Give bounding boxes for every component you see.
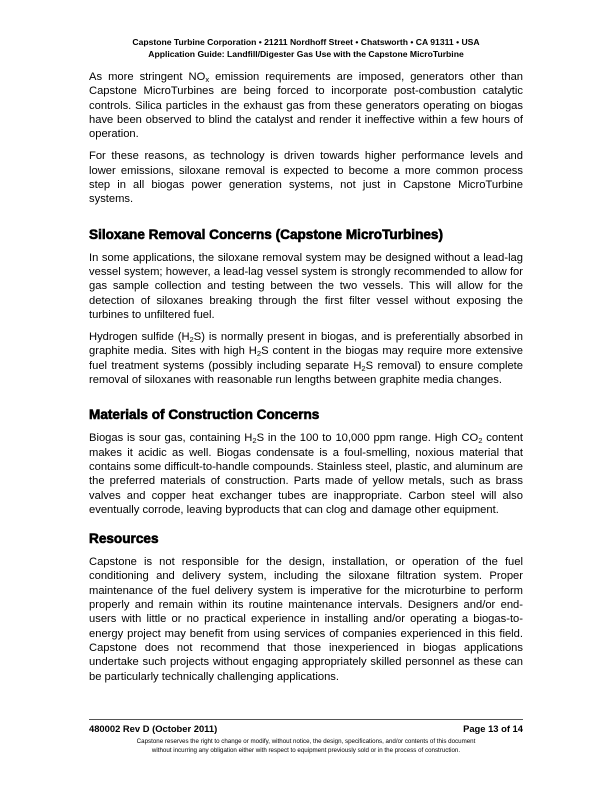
siloxane-paragraph-2: Hydrogen sulfide $(H_2S)$ is normally present in biogas, and is preferentially absorbed in graphite media. Sites with high $H_2S$ content in the biogas may require more extensive fuel treatment systems (possibly including separate $H_2S$ removal) to ensure complete removal of siloxanes with reasonable run lengths between graphite media changes. [89,331,524,387]
siloxane-paragraph-1: In some applications, the siloxane removal system may be designed without a lead-lag vessel system; however, a lead-lag vessel system is strongly recommended to allow for gas sample collection and testing between the two vessels. This will allow for the detection of siloxanes breaking through the first filter vessel without exposing the turbines to unfiltered fuel. [89,251,523,321]
footer-disclaimer [89,738,523,755]
page-body [89,70,523,692]
section-heading-siloxane: Siloxane Removal Concerns (Capstone MicroTurbines) [89,226,444,242]
section-heading-resources: Resources [89,531,159,547]
header-guide-title: Application Guide: Landfill/Digester Gas Use with the Capstone MicroTurbine [148,49,464,59]
page-footer [89,719,523,755]
page-number: Page 13 of 14 [463,723,523,734]
materials-paragraph-1: Biogas is sour gas, containing $H_2S$ in the 100 to 10,000 ppm range. High $CO_2$ content makes it acidic as well. Biogas condensate is a foul-smelling, noxious material that contains some difficult-to-handle compounds. Stainless steel, plastic, and aluminum are the preferred materials of construction. Parts made of yellow metals, such as brass valves and copper heat exchanger tubes are inappropriate. Carbon steel will also eventually corrode, leaving byproducts that can clog and damage other equipment. [89,432,523,516]
header-company-line: Capstone Turbine Corporation • 21211 Nordhoff Street • Chatsworth • CA 91311 • USA [132,37,480,47]
document-id: 480002 Rev D (October 2011) [89,723,218,734]
page-header [0,36,612,60]
footer-row [89,723,523,735]
resources-paragraph-1: Capstone is not responsible for the design, installation, or operation of the fuel conditioning and delivery system, including the siloxane filtration system. Proper maintenance of the fuel delivery system is imperative for the microturbine to perform properly and remain within its routine maintenance intervals. Designers and/or end-users with little or no practical experience in installing and/or operating a biogas-to-energy project may benefit from using services of companies experienced in this field. Capstone does not recommend that those inexperienced in biogas applications undertake such projects without engaging appropriately skilled personnel as these can be particularly technically challenging applications. [89,556,523,683]
intro-paragraph-2: For these reasons, as technology is driven towards higher performance levels and lower emissions, siloxane removal is expected to become a more common process step in all biogas power generation systems, not just in Capstone MicroTurbine systems. [89,150,523,206]
disclaimer-line-2: without incurring any obligation either with respect to equipment previously sold or in the process of construction. [151,746,461,754]
disclaimer-line-1: Capstone reserves the right to change or modify, without notice, the design, specifications, and/or contents of this document [136,738,476,745]
section-heading-materials: Materials of Construction Concerns [89,407,320,423]
intro-paragraph-1: As more stringent $NO_x$ emission requirements are imposed, generators other than Capstone MicroTurbines are being forced to incorporate post-combustion catalytic controls. Silica particles in the exhaust gas from these generators operating on biogas have been observed to blind the catalyst and render it ineffective within a few hours of operation. [89,71,524,141]
